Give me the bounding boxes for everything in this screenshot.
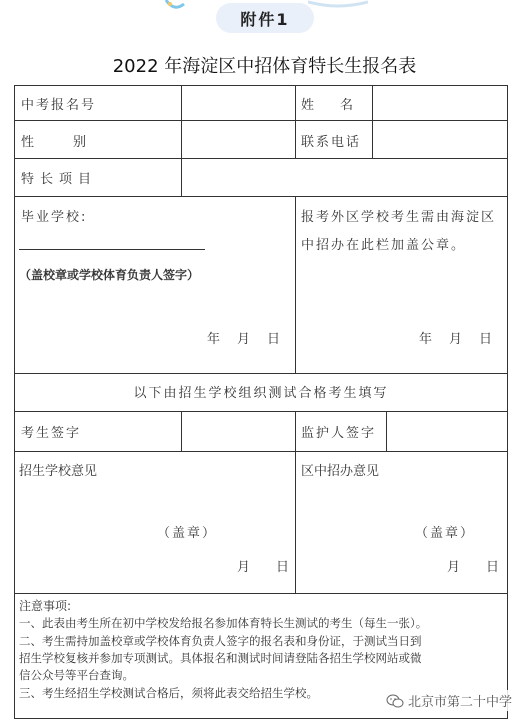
exam-number-label: 中考报名号 [21,98,97,113]
school-name-line[interactable] [19,249,205,250]
date-left: 年 月 日 [207,332,283,347]
gender-label: 性 别 [21,135,87,150]
notes-heading: 注意事项: [19,599,72,613]
phone-field[interactable] [373,121,507,158]
school-label: 毕业学校: [21,210,88,225]
decor-swirl-icon [308,0,368,10]
seal-right: （盖章） [415,526,476,541]
school-opinion-label: 招生学校意见 [19,464,98,479]
registration-form [14,85,508,719]
name-label: 姓 名 [301,98,354,113]
note-item-1: 一、此表由考生所在初中学校发给报名参加体育特长生测试的考生（每生一张）。 [19,616,428,630]
exam-number-field[interactable] [182,86,295,120]
note-item-2-line3: 信公众号等平台查询。 [19,668,134,682]
wechat-icon [386,694,404,708]
student-sign-field[interactable] [182,412,295,451]
section-header: 以下由招生学校组织测试合格考生填写 [133,386,389,401]
note-item-2-line1: 二、考生需持加盖校章或学校体育负责人签字的报名表和身份证，于测试当日到 [19,634,422,648]
month-day-left: 月 日 [237,560,290,575]
page-title: 2022 年海淀区中招体育特长生报名表 [112,56,417,77]
watermark [384,690,514,711]
guardian-sign-field[interactable] [387,412,507,451]
gender-field[interactable] [182,121,295,158]
date-right: 年 月 日 [419,332,495,347]
office-opinion-label: 区中招办意见 [301,464,380,479]
specialty-label: 特长项目 [21,172,98,187]
name-field[interactable] [373,86,507,120]
specialty-field[interactable] [182,159,507,196]
other-district-note-line1: 报考外区学校考生需由海淀区 [301,210,497,225]
note-item-3: 三、考生经招生学校测试合格后，须将此表交给招生学校。 [19,686,318,700]
month-day-right: 月 日 [447,560,500,575]
stamp-instruction: （盖校章或学校体育负责人签字） [19,268,200,282]
phone-label: 联系电话 [301,135,362,150]
watermark-text: 北京市第二十中学 [408,695,513,710]
guardian-sign-label: 监护人签字 [301,426,377,441]
student-sign-label: 考生签字 [21,426,82,441]
seal-left: （盖章） [157,526,218,541]
note-item-2-line2: 招生学校复核并参加专项测试。具体报名和测试时间请登陆各招生学校网站或微 [19,651,422,665]
other-district-note-line2: 中招办在此栏加盖公章。 [301,238,467,253]
attachment-label: 附件1 [216,3,314,33]
decor-leaf-icon [164,0,186,14]
